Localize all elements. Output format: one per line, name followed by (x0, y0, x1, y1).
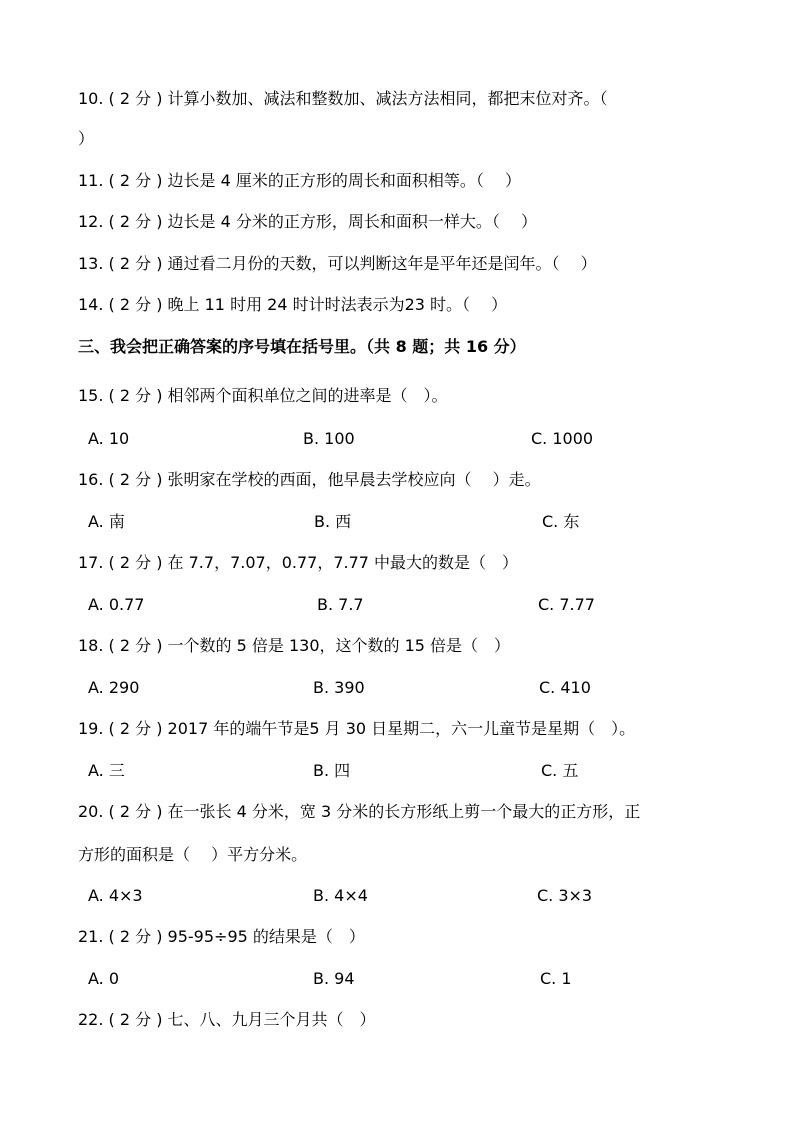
question-21-option-a: A. 0 (88, 969, 120, 988)
question-19: 19. ( 2 分 ) 2017 年的端午节是5 月 30 日星期二，六一儿童节是星期（ ）。 (78, 719, 636, 738)
question-15-option-b: B. 100 (303, 429, 355, 448)
question-19-option-c: C. 五 (541, 761, 579, 780)
question-17-option-b: B. 7.7 (317, 595, 364, 614)
question-11: 11. ( 2 分 ) 边长是 4 厘米的正方形的周长和面积相等。（ ） (78, 171, 521, 190)
question-20-option-a: A. 4×3 (88, 886, 143, 905)
question-15: 15. ( 2 分 ) 相邻两个面积单位之间的进率是（ ）。 (78, 386, 448, 405)
question-10-line2: ） (78, 129, 95, 148)
question-18-option-a: A. 290 (88, 678, 140, 697)
question-21-option-b: B. 94 (313, 969, 355, 988)
question-18: 18. ( 2 分 ) 一个数的 5 倍是 130，这个数的 15 倍是（ ） (78, 636, 511, 655)
question-16-option-b: B. 西 (314, 512, 352, 531)
question-16-option-c: C. 东 (542, 512, 580, 531)
question-19-option-a: A. 三 (88, 761, 125, 780)
question-12: 12. ( 2 分 ) 边长是 4 分米的正方形，周长和面积一样大。（ ） (78, 212, 537, 231)
section-3-heading: 三、我会把正确答案的序号填在括号里。（共 8 题；共 16 分） (78, 337, 526, 356)
question-22: 22. ( 2 分 ) 七、八、九月三个月共（ ） (78, 1010, 376, 1029)
question-15-option-a: A. 10 (88, 429, 130, 448)
question-14: 14. ( 2 分 ) 晚上 11 时用 24 时计时法表示为23 时。（ ） (78, 295, 508, 314)
question-20-line2: 方形的面积是（ ）平方分米。 (78, 845, 308, 864)
question-21: 21. ( 2 分 ) 95-95÷95 的结果是（ ） (78, 927, 365, 946)
question-20-option-c: C. 3×3 (537, 886, 593, 905)
question-13: 13. ( 2 分 ) 通过看二月份的天数，可以判断这年是平年还是闰年。（ ） (78, 254, 597, 273)
question-16-option-a: A. 南 (88, 512, 125, 531)
question-20-line1: 20. ( 2 分 ) 在一张长 4 分米，宽 3 分米的长方形纸上剪一个最大的正方形，正 (78, 802, 641, 821)
question-17-option-a: A. 0.77 (88, 595, 145, 614)
question-16: 16. ( 2 分 ) 张明家在学校的西面，他早晨去学校应向（ ）走。 (78, 470, 541, 489)
question-10-line1: 10. ( 2 分 ) 计算小数加、减法和整数加、减法方法相同，都把末位对齐。（ (78, 89, 608, 108)
question-15-option-c: C. 1000 (531, 429, 594, 448)
question-21-option-c: C. 1 (540, 969, 572, 988)
question-19-option-b: B. 四 (313, 761, 351, 780)
question-20-option-b: B. 4×4 (313, 886, 368, 905)
question-18-option-b: B. 390 (313, 678, 365, 697)
question-17-option-c: C. 7.77 (538, 595, 595, 614)
question-18-option-c: C. 410 (539, 678, 591, 697)
question-17: 17. ( 2 分 ) 在 7.7，7.07，0.77，7.77 中最大的数是（ ） (78, 553, 519, 572)
